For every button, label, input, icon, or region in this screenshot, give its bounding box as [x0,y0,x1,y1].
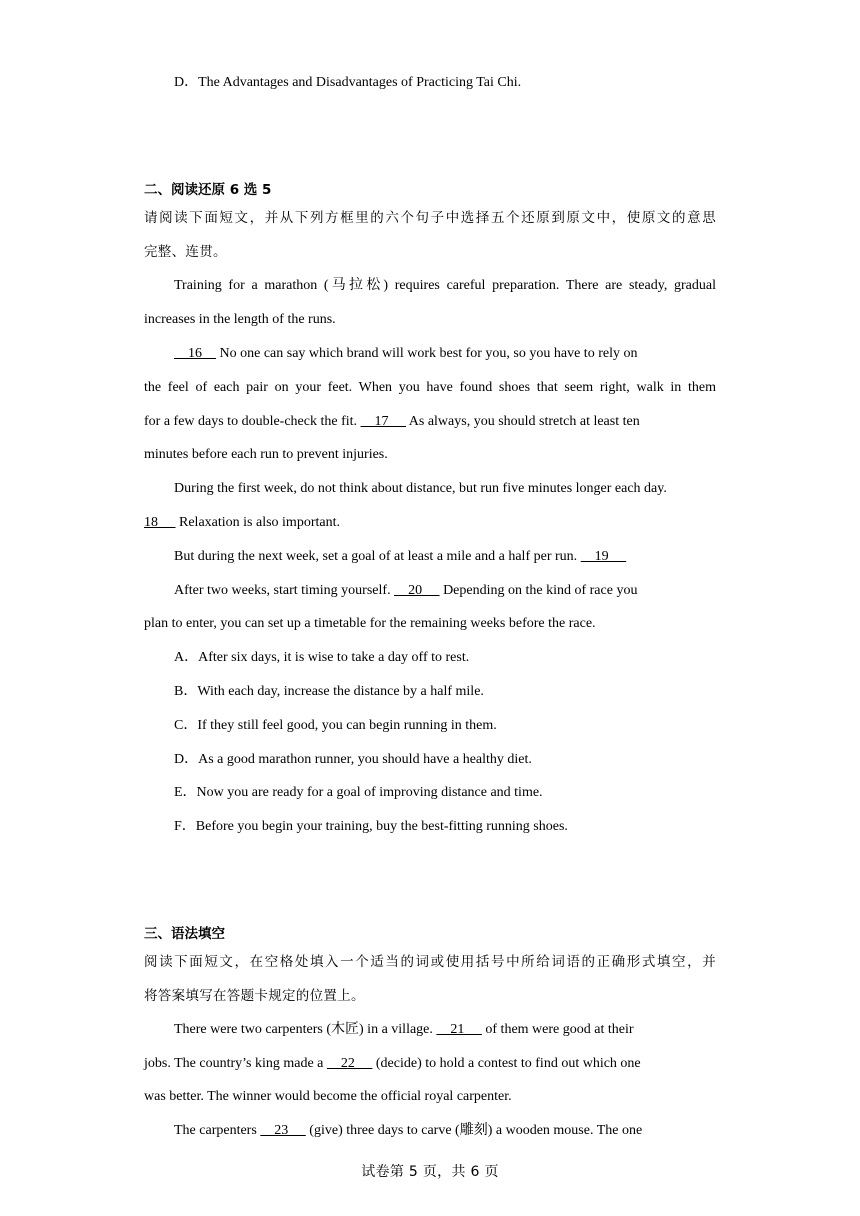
section-2-title: 二、阅读还原 6 选 5 [144,182,272,198]
blank-20[interactable]: 20 [394,583,440,598]
section-3-instruction-line1: 阅读下面短文，在空格处填入一个适当的词或使用括号中所给词语的正确形式填空，并 [144,954,716,970]
section-3-instruction-line2: 将答案填写在答题卡规定的位置上。 [144,988,365,1004]
option-a: A．After six days, it is wise to take a day off to rest. [174,650,470,665]
grammar-paragraph-1-line3: was better. The winner would become the official royal carpenter. [144,1089,512,1104]
grammar-paragraph-1-line2: jobs. The country’s king made a 22 (decide) to hold a contest to find out which one [144,1056,641,1071]
blank-22[interactable]: 22 [326,1056,373,1071]
previous-option-d: D．The Advantages and Disadvantages of Practicing Tai Chi. [174,75,522,90]
passage-paragraph-5-line2: plan to enter, you can set up a timetable for the remaining weeks before the race. [144,616,596,631]
page-footer: 试卷第 5 页，共 6 页 [361,1164,499,1180]
option-b: B．With each day, increase the distance by a half mile. [174,684,484,699]
blank-19[interactable]: 19 [580,549,627,564]
blank-16[interactable]: 16 [174,346,216,361]
passage-paragraph-3-line2: 18 Relaxation is also important. [144,515,340,530]
blank-17[interactable]: 17 [360,414,407,429]
grammar-paragraph-1-line1: There were two carpenters (木匠) in a village. 21 of them were good at their [174,1022,634,1037]
passage-paragraph-2-line3: for a few days to double-check the fit. 17 As always, you should stretch at least ten [144,414,640,429]
passage-paragraph-1-line1: Training for a marathon (马拉松) requires careful preparation. There are steady, gradual [174,278,716,293]
option-e: E．Now you are ready for a goal of improving distance and time. [174,785,543,800]
option-f: F．Before you begin your training, buy the best-fitting running shoes. [174,819,568,834]
passage-paragraph-2-line2: the feel of each pair on your feet. When you have found shoes that seem right, walk in them [144,380,716,395]
passage-paragraph-1-line2: increases in the length of the runs. [144,312,336,327]
grammar-paragraph-2-line1: The carpenters 23 (give) three days to carve (雕刻) a wooden mouse. The one [174,1123,643,1138]
blank-18[interactable]: 18 [144,515,176,530]
option-c: C．If they still feel good, you can begin running in them. [174,718,497,733]
passage-paragraph-5-line1: After two weeks, start timing yourself. 20 Depending on the kind of race you [174,583,638,598]
passage-paragraph-3-line1: During the first week, do not think about distance, but run five minutes longer each day. [174,481,667,496]
section-2-instruction-line2: 完整、连贯。 [144,244,227,260]
passage-paragraph-2-line4: minutes before each run to prevent injuries. [144,447,388,462]
passage-paragraph-4: But during the next week, set a goal of at least a mile and a half per run. 19 [174,549,627,564]
blank-21[interactable]: 21 [436,1022,482,1037]
option-d: D．As a good marathon runner, you should have a healthy diet. [174,752,532,767]
passage-paragraph-2-line1: 16 No one can say which brand will work best for you, so you have to rely on [174,346,638,361]
section-2-instruction-line1: 请阅读下面短文，并从下列方框里的六个句子中选择五个还原到原文中，使原文的意思 [144,210,716,226]
section-3-title: 三、语法填空 [144,926,225,942]
blank-23[interactable]: 23 [260,1123,306,1138]
